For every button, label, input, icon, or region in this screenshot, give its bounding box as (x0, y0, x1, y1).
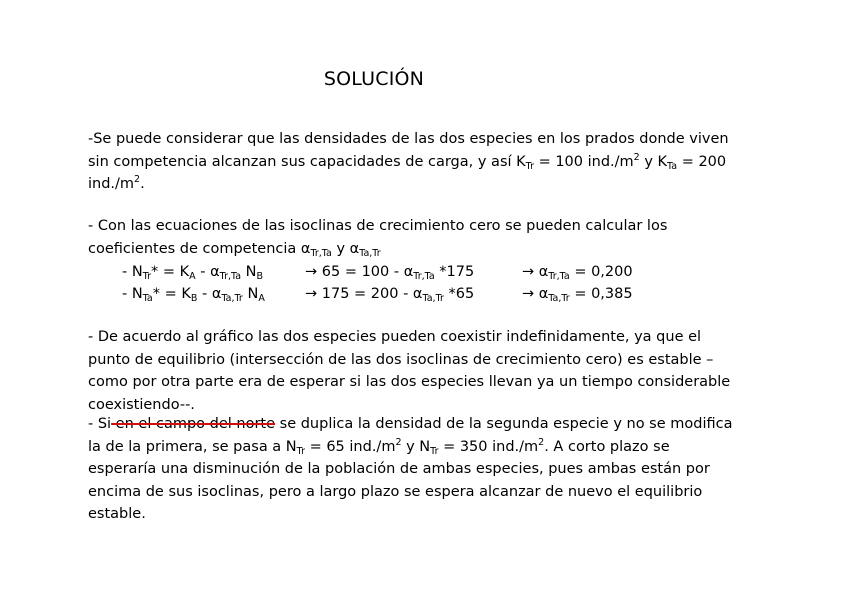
title-text: SOLUCIÓN (323, 68, 425, 90)
p1-sub-ta: Ta (667, 160, 678, 172)
arrow-right-icon: → (305, 286, 318, 302)
eq1-res-a: α (534, 264, 549, 280)
eq1-mid-b: *175 (434, 264, 475, 280)
p4-text-f: . A corto plazo se esperaría una disminución de la población de ambas especies, pues ambas están por encima de sus isoclinas, pero a largo plazo se espera alcanzar de nuevo el equilibrio estable. (88, 438, 710, 522)
eq2-lhs-sub2: B (190, 293, 198, 304)
p2-sub-1: Tr,Ta (310, 247, 332, 259)
p4-text-d: y N (401, 438, 431, 455)
eq1-res-sub: Tr,Ta (548, 271, 570, 282)
arrow-right-icon: → (305, 264, 318, 280)
eq1-mid-a: 65 = 100 - α (317, 264, 414, 280)
p1-text-c: y K (639, 153, 668, 170)
p4-text-a: - Si (88, 416, 112, 432)
paragraph-isoclines (88, 215, 748, 260)
eq2-mid-sub: Ta,Tr (422, 293, 444, 304)
p2-sub-2: Ta,Tr (359, 247, 381, 259)
eq1-lhs-sub4: B (256, 271, 264, 282)
eq2-mid-a: 175 = 200 - α (317, 286, 423, 302)
p1-sup-2: 2 (134, 174, 141, 185)
paragraph-equilibrium (88, 326, 738, 416)
p4-sub-1: Tr (296, 445, 305, 457)
eq2-lhs-sub1: Ta (142, 293, 153, 304)
eq2-res-a: α (534, 286, 549, 302)
p1-text-d: = 200 ind./m (88, 153, 727, 192)
eq2-lhs-d: N (242, 286, 259, 302)
paragraph-carrying-capacity (88, 128, 748, 196)
eq1-lhs-b: * = K (151, 264, 190, 280)
eq1-mid-sub: Tr,Ta (413, 271, 435, 282)
equation-1-result (522, 262, 633, 282)
equation-2-result (522, 284, 633, 304)
p1-sub-tr: Tr (525, 160, 534, 172)
eq2-lhs-sub4: A (258, 293, 265, 304)
p1-text-e: . (140, 176, 145, 192)
equation-1-mid (305, 262, 474, 282)
arrow-right-icon: → (522, 286, 535, 302)
eq1-lhs-sub2: A (189, 271, 196, 282)
p4-sup-1: 2 (395, 436, 402, 448)
eq2-lhs-sub3: Ta,Tr (221, 293, 243, 304)
eq2-lhs-b: * = K (152, 286, 191, 302)
p4-struck-text: en el campo del norte (111, 416, 276, 432)
equation-2-lhs (122, 284, 265, 304)
eq2-mid-b: *65 (443, 286, 475, 302)
p1-text-a: -Se puede considerar que las densidades de las dos especies en los prados donde viven sin competencia alcanzan sus capacidades de carga, y así K (88, 131, 729, 170)
eq2-lhs-a: - N (122, 286, 143, 302)
eq2-res-sub: Ta,Tr (548, 293, 570, 304)
p2-text-a: - Con las ecuaciones de las isoclinas de crecimiento cero se pueden calcular los coeficientes de competencia α (88, 218, 668, 257)
p4-sup-2: 2 (538, 436, 545, 448)
p1-sup-1: 2 (633, 151, 640, 163)
equation-2-mid (305, 284, 474, 304)
p4-text-b: se duplica la densidad de la segunda especie y no se modifica la de la primera, se pasa a N (88, 416, 733, 455)
eq1-lhs-a: - N (122, 264, 143, 280)
eq1-lhs-sub1: Tr (142, 271, 152, 282)
page-title (0, 68, 848, 90)
p3-text: - De acuerdo al gráfico las dos especies pueden coexistir indefinidamente, ya que el punto de equilibrio (intersección de las dos isoclinas de crecimiento cero) es estable – como por otra parte era de esperar si las dos especies llevan ya un tiempo considerable coexistiendo--. (88, 329, 731, 413)
eq2-lhs-c: - α (197, 286, 222, 302)
eq2-res-b: = 0,385 (569, 286, 633, 302)
p4-text-c: = 65 ind./m (304, 438, 396, 455)
p1-text-b: = 100 ind./m (533, 153, 634, 170)
eq1-lhs-d: N (241, 264, 257, 280)
equation-1-lhs (122, 262, 263, 282)
eq1-res-b: = 0,200 (569, 264, 633, 280)
p4-sub-2: Tr (430, 445, 439, 457)
p4-text-e: = 350 ind./m (438, 438, 539, 455)
arrow-right-icon: → (522, 264, 535, 280)
paragraph-density-change (88, 413, 738, 526)
eq1-lhs-c: - α (195, 264, 220, 280)
p2-text-b: y α (331, 240, 360, 257)
eq1-lhs-sub3: Tr,Ta (219, 271, 242, 282)
